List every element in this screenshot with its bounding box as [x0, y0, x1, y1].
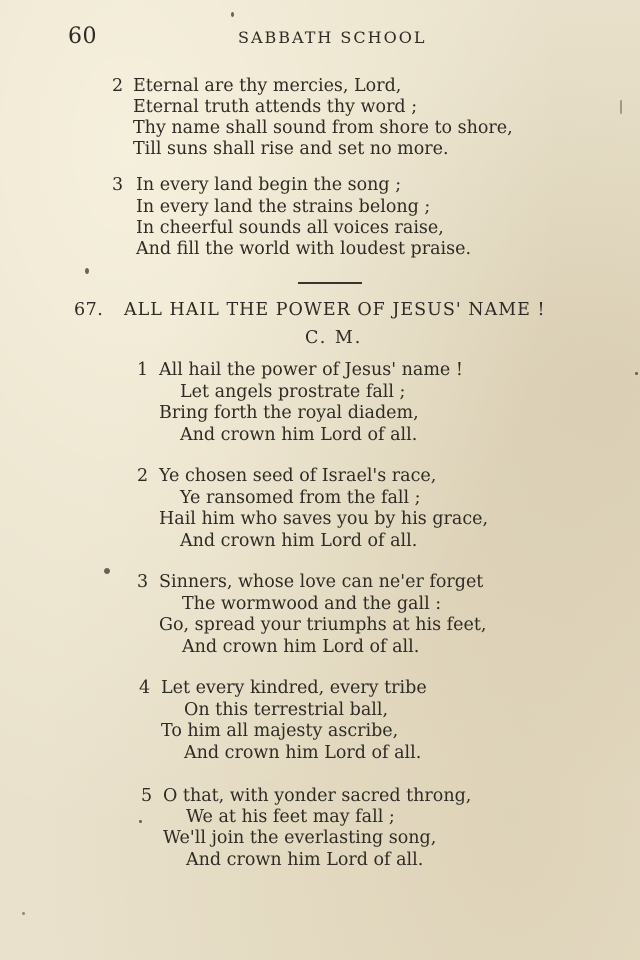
ink-speck [22, 912, 25, 915]
verse-line: Go, spread your triumphs at his feet, [159, 615, 487, 635]
hymn-meter: C. M. [305, 328, 363, 348]
verse-line: Eternal truth attends thy word ; [133, 97, 418, 117]
verse-line: Hail him who saves you by his grace, [159, 509, 489, 529]
verse-number: 1 [137, 360, 149, 380]
verse-line: O that, with yonder sacred throng, [163, 786, 472, 806]
verse-number: 4 [139, 678, 151, 698]
verse-line: We'll join the everlasting song, [163, 828, 437, 848]
verse-line: And crown him Lord of all. [180, 425, 418, 445]
hymn-title: ALL HAIL THE POWER OF JESUS' NAME ! [124, 300, 546, 320]
verse-line: On this terrestrial ball, [184, 700, 389, 720]
verse-line: Ye ransomed from the fall ; [180, 488, 421, 508]
ink-speck [635, 372, 638, 375]
verse-line: Thy name shall sound from shore to shore, [133, 118, 513, 138]
ink-speck [104, 568, 110, 574]
ink-speck [231, 12, 234, 17]
verse-line: To him all majesty ascribe, [161, 721, 399, 741]
verse-line: All hail the power of Jesus' name ! [159, 360, 463, 380]
verse-line: And crown him Lord of all. [180, 531, 418, 551]
verse-number: 5 [141, 786, 153, 806]
verse-line: And crown him Lord of all. [184, 743, 422, 763]
page-number: 60 [68, 24, 97, 49]
verse-number: 2 [112, 76, 124, 96]
verse-line: Let angels prostrate fall ; [180, 382, 406, 402]
running-head: SABBATH SCHOOL [238, 28, 427, 47]
verse-line: And fill the world with loudest praise. [136, 239, 472, 259]
verse-number: 2 [137, 466, 149, 486]
paper-mark [620, 100, 622, 114]
verse-line: And crown him Lord of all. [186, 850, 424, 870]
verse-line: Eternal are thy mercies, Lord, [133, 76, 402, 96]
verse-line: The wormwood and the gall : [182, 594, 442, 614]
verse-line: In cheerful sounds all voices raise, [136, 218, 444, 238]
ink-speck [85, 268, 89, 274]
verse-line: We at his feet may fall ; [186, 807, 395, 827]
verse-number: 3 [112, 175, 124, 195]
verse-line: In every land begin the song ; [136, 175, 402, 195]
verse-line: Till suns shall rise and set no more. [133, 139, 449, 159]
verse-line: In every land the strains belong ; [136, 197, 431, 217]
verse-line: Ye chosen seed of Israel's race, [159, 466, 437, 486]
verse-number: 3 [137, 572, 149, 592]
verse-line: And crown him Lord of all. [182, 637, 420, 657]
verse-line: Bring forth the royal diadem, [159, 403, 419, 423]
verse-line: Let every kindred, every tribe [161, 678, 427, 698]
ink-speck [139, 820, 142, 823]
hymn-number: 67. [74, 300, 104, 320]
verse-line: Sinners, whose love can ne'er forget [159, 572, 484, 592]
section-divider [298, 282, 362, 284]
